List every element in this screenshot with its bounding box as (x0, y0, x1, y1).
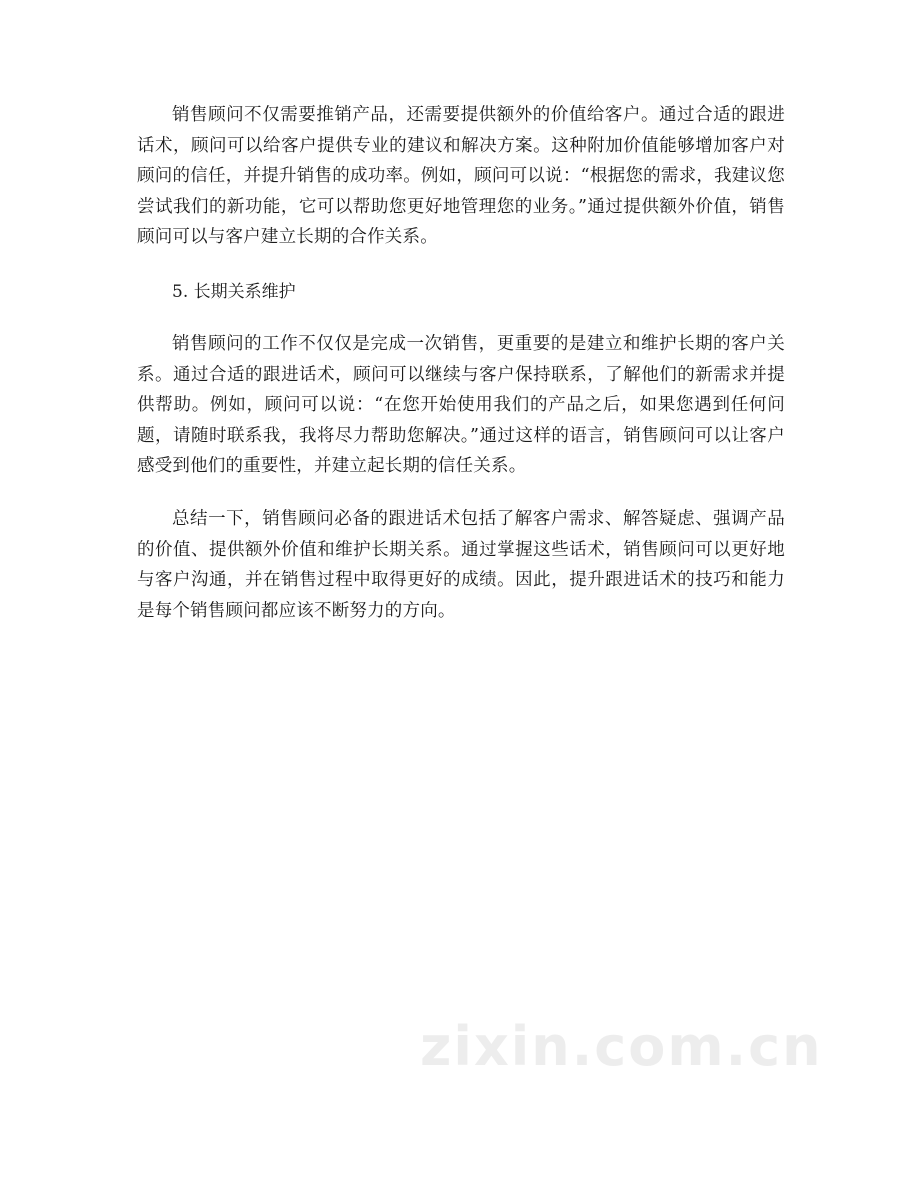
watermark: zixin.com.cn (420, 1015, 823, 1078)
paragraph-summary: 总结一下，销售顾问必备的跟进话术包括了解客户需求、解答疑虑、强调产品的价值、提供额外价值和维护长期关系。通过掌握这些话术，销售顾问可以更好地与客户沟通，并在销售过程中取得更好的成绩。因此，提升跟进话术的技巧和能力是每个销售顾问都应该不断努力的方向。 (137, 508, 785, 621)
section-heading-long-term-relationship: 5. 长期关系维护 (172, 281, 296, 302)
paragraph-long-term-relationship: 销售顾问的工作不仅仅是完成一次销售，更重要的是建立和维护长期的客户关系。通过合适的跟进话术，顾问可以继续与客户保持联系，了解他们的新需求并提供帮助。例如，顾问可以说：“在您开始使用我们的产品之后，如果您遇到任何问题，请随时联系我，我将尽力帮助您解决。”通过这样的语言，销售顾问可以让客户感受到他们的重要性，并建立起长期的信任关系。 (137, 333, 785, 477)
document-body (137, 100, 785, 626)
paragraph-added-value: 销售顾问不仅需要推销产品，还需要提供额外的价值给客户。通过合适的跟进话术，顾问可以给客户提供专业的建议和解决方案。这种附加价值能够增加客户对顾问的信任，并提升销售的成功率。例如，顾问可以说：“根据您的需求，我建议您尝试我们的新功能，它可以帮助您更好地管理您的业务。”通过提供额外价值，销售顾问可以与客户建立长期的合作关系。 (137, 105, 785, 248)
